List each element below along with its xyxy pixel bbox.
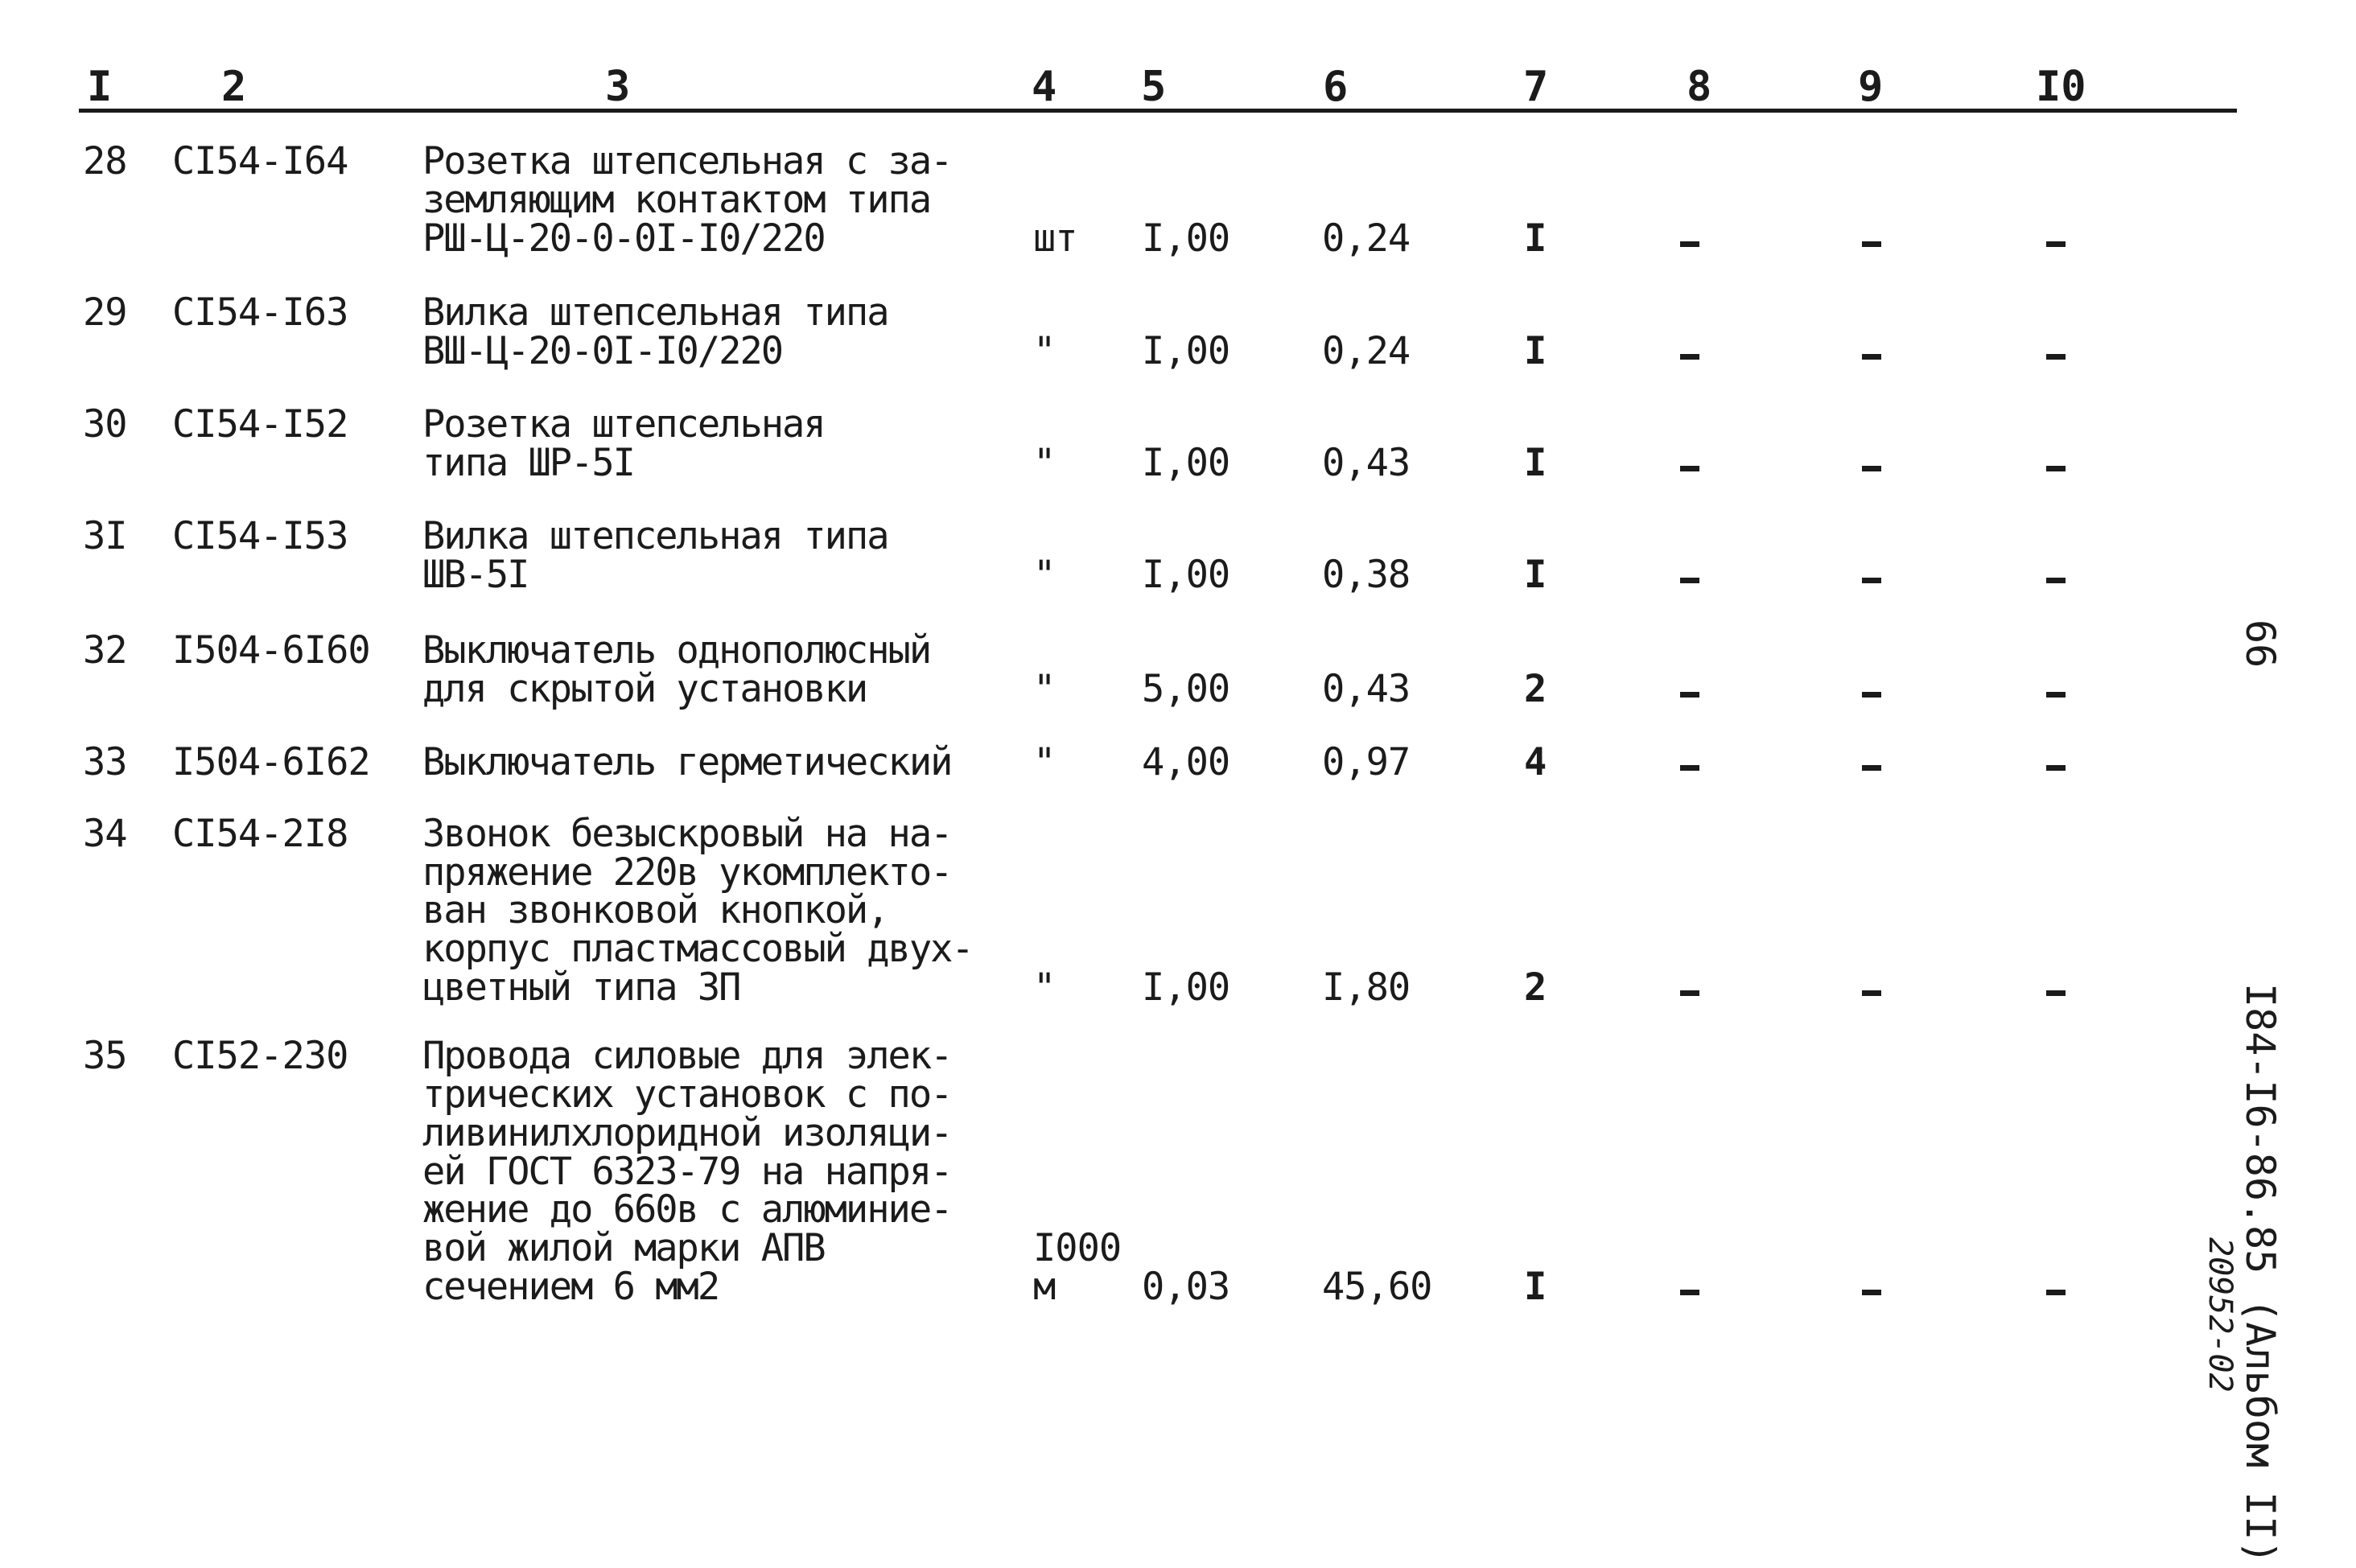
item-description-line: Выключатель однополюсный [422, 628, 931, 673]
column-header: 3 [605, 63, 631, 111]
empty-cell-dash [1862, 990, 1881, 996]
quantity: 5,00 [1142, 667, 1230, 711]
unit: " [1033, 553, 1056, 597]
quantity: 0,03 [1142, 1265, 1230, 1309]
row-number: 28 [83, 139, 127, 184]
item-code: CI54-2I8 [172, 811, 348, 856]
item-description-line: жение до 660в с алюминие- [422, 1187, 952, 1233]
empty-cell-dash [1680, 466, 1699, 471]
value: I,80 [1322, 965, 1411, 1010]
item-code: CI54-I64 [172, 139, 348, 184]
column-header: I0 [2036, 63, 2086, 111]
empty-cell-dash [1862, 578, 1881, 583]
document-code: I84-I6-86.85 (Альбом II) [2237, 983, 2284, 1565]
unit: " [1033, 740, 1056, 784]
column-header: 5 [1141, 63, 1167, 111]
empty-cell-dash [1862, 692, 1881, 698]
row-number: 29 [83, 290, 127, 335]
empty-cell-dash [1680, 354, 1699, 360]
value: 0,38 [1322, 553, 1411, 597]
column-header: 8 [1687, 63, 1712, 111]
empty-cell-dash [2046, 692, 2066, 698]
column-header: 9 [1858, 63, 1884, 111]
column-header: 6 [1323, 63, 1349, 111]
item-description-line: Вилка штепсельная типа [422, 290, 888, 335]
value: 0,97 [1322, 740, 1411, 784]
empty-cell-dash [1680, 1290, 1699, 1295]
item-description-line: трических установок с по- [422, 1072, 952, 1117]
item-description-line: для скрытой установки [422, 667, 867, 711]
column-header: 7 [1523, 63, 1549, 111]
item-description-line: пряжение 220в укомплекто- [422, 850, 952, 895]
unit: " [1033, 667, 1056, 711]
column-7-value: I [1524, 441, 1547, 485]
inventory-number: 20952-02 [2202, 1237, 2239, 1393]
empty-cell-dash [2046, 578, 2066, 583]
item-description-line: Вилка штепсельная типа [422, 514, 888, 559]
row-number: 33 [83, 740, 127, 784]
column-7-value: 2 [1524, 667, 1547, 711]
value: 0,24 [1322, 329, 1411, 373]
column-7-value: I [1524, 216, 1547, 261]
item-code: CI52-230 [172, 1034, 348, 1079]
empty-cell-dash [2046, 765, 2066, 771]
item-code: CI54-I52 [172, 402, 348, 447]
empty-cell-dash [2046, 354, 2066, 360]
empty-cell-dash [1862, 354, 1881, 360]
item-description-line: Розетка штепсельная [422, 402, 825, 447]
empty-cell-dash [2046, 241, 2066, 247]
item-description-line: ливинилхлоридной изоляци- [422, 1110, 952, 1155]
item-description-line: типа ШР-5I [422, 441, 634, 485]
item-description-line: Розетка штепсельная с за- [422, 139, 952, 184]
item-description-line: цветный типа ЗП [422, 965, 740, 1010]
unit: I000 [1033, 1226, 1122, 1271]
empty-cell-dash [1862, 241, 1881, 247]
item-code: CI54-I53 [172, 514, 348, 559]
item-code: I504-6I60 [172, 628, 370, 673]
item-code: CI54-I63 [172, 290, 348, 335]
empty-cell-dash [1680, 578, 1699, 583]
value: 45,60 [1322, 1265, 1432, 1309]
item-description-line: ей ГОСТ 6323-79 на напря- [422, 1149, 952, 1194]
item-description-line: ван звонковой кнопкой, [422, 888, 888, 933]
quantity: I,00 [1142, 216, 1230, 261]
column-header: 4 [1032, 63, 1057, 111]
column-7-value: 4 [1524, 740, 1547, 784]
empty-cell-dash [1862, 765, 1881, 771]
column-7-value: I [1524, 1265, 1547, 1309]
empty-cell-dash [2046, 466, 2066, 471]
value: 0,24 [1322, 216, 1411, 261]
item-description-line: вой жилой марки АПВ [422, 1226, 825, 1271]
column-7-value: I [1524, 553, 1547, 597]
item-description-line: Выключатель герметический [422, 740, 952, 784]
empty-cell-dash [1680, 990, 1699, 996]
empty-cell-dash [1862, 1290, 1881, 1295]
page-number: 66 [2237, 619, 2284, 669]
item-description-line: ШВ-5I [422, 553, 529, 597]
empty-cell-dash [1862, 466, 1881, 471]
row-number: 3I [83, 514, 127, 559]
value: 0,43 [1322, 667, 1411, 711]
quantity: 4,00 [1142, 740, 1230, 784]
empty-cell-dash [1680, 241, 1699, 247]
unit: " [1033, 965, 1056, 1010]
item-description-line: РШ-Ц-20-0-0I-I0/220 [422, 216, 825, 261]
unit: шт [1033, 216, 1077, 261]
item-description-line: ВШ-Ц-20-0I-I0/220 [422, 329, 783, 373]
empty-cell-dash [2046, 1290, 2066, 1295]
row-number: 30 [83, 402, 127, 447]
column-header: I [87, 63, 113, 111]
empty-cell-dash [1680, 765, 1699, 771]
row-number: 32 [83, 628, 127, 673]
row-number: 34 [83, 811, 127, 856]
column-header: 2 [221, 63, 247, 111]
empty-cell-dash [1680, 692, 1699, 698]
unit: " [1033, 329, 1056, 373]
item-code: I504-6I62 [172, 740, 370, 784]
column-7-value: 2 [1524, 965, 1547, 1010]
quantity: I,00 [1142, 441, 1230, 485]
item-description-line: земляющим контактом типа [422, 178, 931, 223]
item-description-line: Звонок безыскровый на на- [422, 811, 952, 856]
empty-cell-dash [2046, 990, 2066, 996]
row-number: 35 [83, 1034, 127, 1079]
item-description-line: корпус пластмассовый двух- [422, 927, 973, 972]
unit: м [1033, 1265, 1056, 1309]
item-description-line: сечением 6 мм2 [422, 1265, 719, 1309]
value: 0,43 [1322, 441, 1411, 485]
quantity: I,00 [1142, 553, 1230, 597]
quantity: I,00 [1142, 329, 1230, 373]
quantity: I,00 [1142, 965, 1230, 1010]
item-description-line: Провода силовые для элек- [422, 1034, 952, 1079]
unit: " [1033, 441, 1056, 485]
column-7-value: I [1524, 329, 1547, 373]
